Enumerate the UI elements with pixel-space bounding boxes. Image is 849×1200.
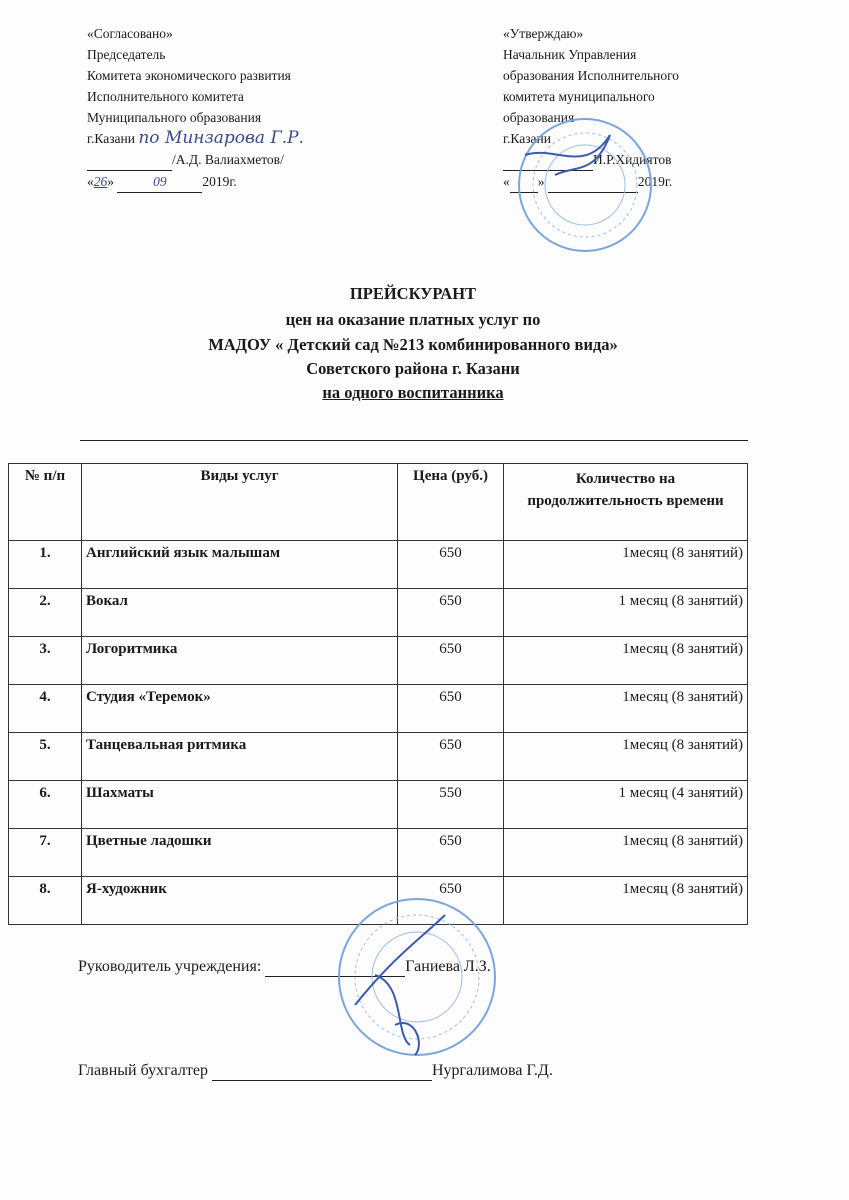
service-name: Шахматы [82,781,398,829]
accountant-label: Главный бухгалтер [78,1062,208,1079]
duration: 1месяц (8 занятий) [504,733,748,781]
service-name: Логоритмика [82,637,398,685]
duration: 1месяц (8 занятий) [504,541,748,589]
duration: 1 месяц (4 занятий) [504,781,748,829]
price: 650 [398,829,504,877]
row-number: 2. [9,589,82,637]
column-header: № п/п [9,464,82,541]
duration: 1месяц (8 занятий) [504,685,748,733]
row-number: 6. [9,781,82,829]
text-line: Председатель [87,47,166,62]
signatory-name: А.Д. Валиахметов [175,152,281,167]
handwritten-note: по Минзарова Г.Р. [138,128,304,148]
price: 650 [398,589,504,637]
service-name: Танцевальная ритмика [82,733,398,781]
table-row [9,685,748,733]
service-name: Студия «Теремок» [82,685,398,733]
signatory-name: И.Р.Хидиятов [593,152,672,167]
row-number: 5. [9,733,82,781]
text-line: «Утверждаю» [503,26,584,41]
column-header: Виды услуг [82,464,398,541]
signature-line [503,149,593,171]
table-row [9,733,748,781]
duration: 1месяц (8 занятий) [504,829,748,877]
approval-left-block: «Согласовано» Председатель Комитета экономического развития Исполнительного комитета Муниципального образования г.Казани по Минзарова Г.Р. /А.Д. Валиахметов/ «26» 09 2019г. [87,23,304,193]
text-line: комитета муниципального [503,89,655,104]
column-header: Количество на продолжительность времени [504,464,748,541]
subtitle-line: Советского района г. Казани [306,359,520,378]
price: 650 [398,637,504,685]
approval-right-block: «Утверждаю» Начальник Управления образования Исполнительного комитета муниципального образования г.Казани И.Р.Хидиятов « » 2019г. [503,23,679,193]
price: 650 [398,877,504,925]
table-header-row [9,464,748,541]
subtitle-line: цен на оказание платных услуг по [285,310,541,329]
text-line: Исполнительного комитета [87,89,244,104]
duration: 1месяц (8 занятий) [504,637,748,685]
table-row [9,541,748,589]
text-line: Комитета экономического развития [87,68,291,83]
table-row [9,589,748,637]
head-label: Руководитель учреждения: [78,958,262,975]
text-line: «Согласовано» [87,26,173,41]
subtitle-line: на одного воспитанника [322,383,504,402]
date-month: 09 [117,171,202,193]
divider [80,440,748,441]
signature-line [87,149,172,171]
row-number: 4. [9,685,82,733]
row-number: 1. [9,541,82,589]
head-name: Ганиева Л.З. [405,958,491,975]
date-year: 2019г. [202,174,237,189]
table-row [9,781,748,829]
document-title: ПРЕЙСКУРАНТ [349,284,477,303]
table-row [9,829,748,877]
text-line: образования Исполнительного [503,68,680,83]
service-name: Цветные ладошки [82,829,398,877]
service-name: Вокал [82,589,398,637]
row-number: 8. [9,877,82,925]
price: 650 [398,733,504,781]
price: 550 [398,781,504,829]
text-line: г.Казани [87,131,135,146]
duration: 1месяц (8 занятий) [504,877,748,925]
date-year: 2019г. [637,174,673,189]
price-table [8,463,748,925]
service-name: Английский язык малышам [82,541,398,589]
duration: 1 месяц (8 занятий) [504,589,748,637]
row-number: 7. [9,829,82,877]
text-line: г.Казани [503,131,551,146]
table-row [9,637,748,685]
text-line: Начальник Управления [503,47,637,62]
text-line: образования [503,110,575,125]
date-day: 26 [93,174,108,189]
subtitle-line: МАДОУ « Детский сад №213 комбинированного вида» [208,335,618,354]
price: 650 [398,685,504,733]
price: 650 [398,541,504,589]
table-row [9,877,748,925]
text-line: Муниципального образования [87,110,262,125]
accountant-name: Нургалимова Г.Д. [431,1062,553,1079]
service-name: Я-художник [82,877,398,925]
column-header: Цена (руб.) [398,464,504,541]
row-number: 3. [9,637,82,685]
